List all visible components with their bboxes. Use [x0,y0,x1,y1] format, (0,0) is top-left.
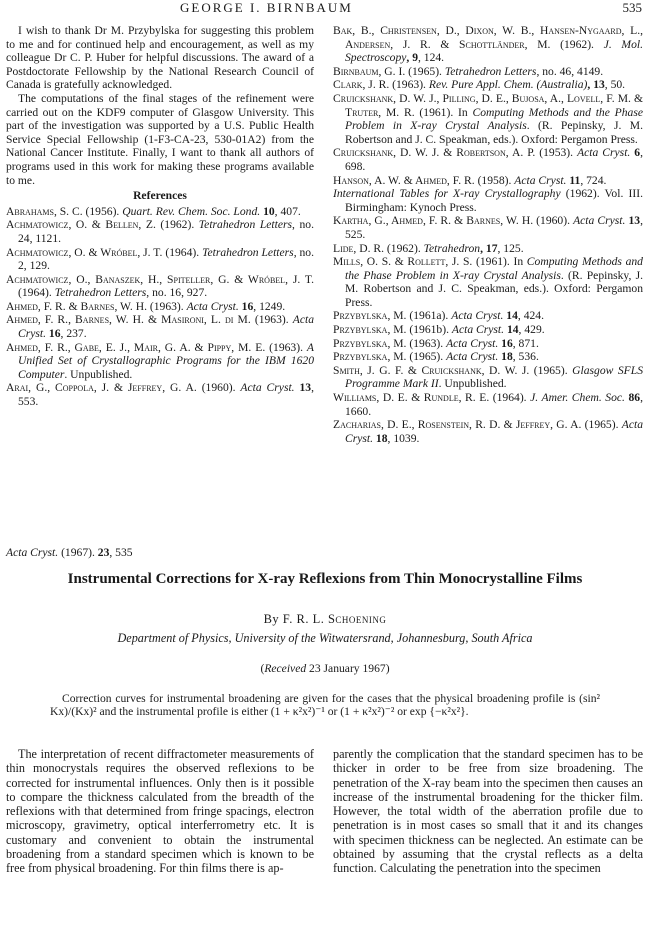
reference-tail: , no. 46, 4149. [536,64,604,78]
reference-tail: , 1249. [253,299,286,313]
reference-authors: Birnbaum, G. I. [333,64,406,78]
reference-year: (1964). [18,286,55,300]
left-column [6,24,314,409]
reference-year: (1963). [250,313,293,327]
citation-volume: 23 [97,546,110,559]
reference-entry [333,309,643,323]
reference-entry [333,78,643,92]
citation-journal: Acta Cryst. [6,546,59,559]
reference-entry [333,337,643,351]
body-paragraph: parently the complication that the standard specimen has to be thicker in order to be free from size broadening. The penetration of the X-ray beam into the specimen then causes an increase of the instrumental broadening for the thicker film. However, the total width of the aberration profile due to penetration is in most cases so small that it and its changes with specimen thickness can be neglected. An estimate can be obtained by assuming that the crystal reflects as a delta function. Calculating the penetration into the specimen [333,747,643,876]
reference-source: Tetrahedron [423,241,481,255]
reference-volume: 16 [498,336,513,350]
reference-source: Tetrahedron Letters [198,218,293,232]
reference-volume: , 13 [587,78,605,92]
reference-entry [333,24,643,65]
reference-volume: 16 [238,299,254,313]
reference-authors: Lide, D. R. [333,241,385,255]
reference-tail: , 124. [417,51,445,65]
byline [0,612,650,627]
reference-volume: 14 [504,323,519,337]
body-text-right [333,747,643,876]
reference-authors: Hanson, A. W. & Ahmed, F. R. [333,173,475,187]
reference-year: (1963). [265,340,307,354]
reference-tail: . (R. Pepinsky, J. M. Robertson and J. C. Speakman, eds.). Oxford: Pergamon Press. [345,119,643,146]
reference-entry [333,174,643,188]
reference-tail: , 125. [497,241,524,255]
body-text-left [6,747,314,876]
reference-tail: , no. 2, 129. [18,245,314,273]
reference-authors: Achmatowicz, O., Banaszek, H., Spiteller, G. & Wróbel, J. T. [6,272,314,286]
references-list-right [333,24,643,445]
reference-source: Computing Methods and the Phase Problem in X-ray Crystal Analysis [345,105,643,133]
reference-source: Tetrahedron Letters [54,286,147,300]
reference-source: Acta Cryst. [240,381,295,395]
reference-entry [333,214,643,241]
reference-year: (1961b). [406,323,452,337]
reference-entry [6,205,314,219]
reference-tail: , 724. [580,173,607,187]
reference-authors: Cruickshank, D. W. J., Pilling, D. E., Bujosa, A., Lovell, F. M. & Truter, M. R. [333,91,643,119]
reference-tail: (1962). Vol. III. Birmingham: Kynoch Press. [345,187,643,214]
reference-source: Acta Cryst. [186,299,239,313]
acknowledgement-paragraph: The computations of the final stages of the refinement were carried out on the KDF9 computer of Glasgow University. This part of the investigation was supported by a U.S. Public Health Service Special Fellowship (1-F3-CA-23, 530-01A2) from the National Cancer Institute. Finally, I want to thank all authors of programs used in this work for making these programs available to me. [6,91,314,187]
reference-entry [333,364,643,391]
reference-authors: Williams, D. E. & Rundle, R. E. [333,391,490,405]
reference-volume: 18 [373,431,388,445]
reference-entry [333,65,643,79]
reference-source: Tetrahedron Letters [444,64,537,78]
journal-citation [6,546,133,559]
received-open: ( [260,662,265,675]
acknowledgement-paragraph: I wish to thank Dr M. Przybylska for suggesting this problem to me and for continued help and encouragement, as well as my colleague Dr C. P. Huber for helpful discussions. The award of a Postdoctorate Fellowship by the National Research Council of Canada is gratefully acknowledged. [6,24,314,92]
reference-tail: , 237. [60,327,87,341]
reference-source: Glasgow SFLS Programme Mark II [345,363,643,391]
reference-year: (1956). [82,204,123,218]
reference-source: Acta Cryst. [573,214,626,228]
reference-tail: , 698. [345,146,643,173]
reference-source: Acta Cryst. [18,313,314,341]
reference-year: (1965). [529,363,573,377]
reference-authors: Zacharias, D. E., Rosenstein, R. D. & Jeffrey, G. A. [333,418,582,432]
reference-tail: , 1660. [345,391,644,418]
reference-year: (1961a). [406,309,452,323]
reference-source: J. Mol. Spectroscopy [345,37,643,65]
reference-authors: Mills, O. S. & Rollett, J. S. [333,255,473,269]
reference-authors: Ahmed, F. R., Gabe, E. J., Mair, G. A. & Pippy, M. E. [6,340,266,354]
reference-year: (1965). [405,64,445,78]
reference-authors: Przybylska, M. [333,350,407,364]
reference-entry [333,187,643,214]
reference-tail: , 429. [518,323,545,337]
reference-volume: 18 [498,350,513,364]
reference-tail: , 1039. [387,431,420,445]
reference-volume: 6 [630,146,641,160]
reference-source: Acta Cryst. [446,350,499,364]
reference-authors: Przybylska, M. [333,323,407,337]
reference-authors: Achmatowicz, O. & Wróbel, J. T. [6,245,163,259]
reference-source: J. Amer. Chem. Soc. [530,391,625,405]
reference-year: (1963). [146,299,187,313]
reference-volume: , 9 [406,51,418,65]
reference-source: Acta Cryst. [446,336,499,350]
reference-volume: 13 [625,214,641,228]
reference-volume: 86 [624,391,641,405]
reference-source: Acta Cryst. [451,309,504,323]
reference-year: (1963). [389,78,429,92]
references-list-left [6,205,314,409]
reference-year: (1962). [155,218,199,232]
reference-volume: 13 [294,381,312,395]
reference-authors: Clark, J. R. [333,78,390,92]
reference-year: (1965). [581,418,622,432]
reference-authors: Achmatowicz, O. & Bellen, Z. [6,218,156,232]
abstract [50,692,600,719]
reference-tail: , 871. [512,336,539,350]
reference-entry [333,350,643,364]
reference-tail: , 525. [345,214,643,241]
reference-year: (1960). [533,214,574,228]
reference-authors: Kartha, G., Ahmed, F. R. & Barnes, W. H. [333,214,534,228]
author-affiliation: Department of Physics, University of the Witwatersrand, Johannesburg, South Africa [117,631,533,645]
reference-tail: , no. 16, 927. [146,286,208,300]
reference-year: (1960). [196,381,241,395]
reference-authors: Bak, B., Christensen, D., Dixon, W. B., Hansen-Nygaard, L., Andersen, J. R. & Schottländer, M. [333,24,643,51]
reference-tail: . (R. Pepinsky, J. M. Robertson and J. C. Speakman, eds.). Oxford: Pergamon Press. [345,268,643,309]
byline-prefix: By [263,612,283,626]
reference-tail: , 424. [517,309,544,323]
reference-authors: Przybylska, M. [333,309,407,323]
reference-year: (1961). In [472,255,527,269]
running-head [0,0,650,16]
reference-year: (1965). [406,350,447,364]
reference-tail: . Unpublished. [438,377,507,391]
abstract-text: Correction curves for instrumental broadening are given for the cases that the physical broadening profile is (sin² Kx)/(Kx)² and the instrumental profile is either (1 + κ²x²)⁻¹ or (1 + κ²x²)⁻² or exp {−κ²x²}. [50,692,600,719]
reference-year: (1961). In [414,105,473,119]
right-column [333,24,643,445]
reference-tail: . Unpublished. [64,367,133,381]
reference-entry [6,218,314,245]
reference-entry [6,273,314,300]
reference-entry [333,242,643,256]
reference-year: (1963). [406,336,447,350]
body-paragraph: The interpretation of recent diffractometer measurements of thin monocrystals requires the observed reflexions to be corrected for instrumental influences. Only then is it possible to compare the thickness calculated from the breadth of the reflexions with that determined from fringe spacings, electron microscopy, gravimetry, optical interferrometry etc. It is customary and convenient to obtain the instrumental broadening from a standard specimen which is known to be free from physical broadening. For thin films there is ap- [6,747,314,876]
reference-entry [6,381,314,408]
reference-source: International Tables for X-ray Crystallography [333,187,561,201]
reference-source: A Unified Set of Crystallographic Programs for the IBM 1620 Computer [18,340,314,381]
reference-source: Quart. Rev. Chem. Soc. Lond. [122,204,261,218]
reference-year: (1964). [489,391,531,405]
reference-entry [333,418,643,445]
reference-tail: , 536. [512,350,539,364]
reference-source: Rev. Pure Appl. Chem. (Australia) [428,78,588,92]
reference-entry [333,323,643,337]
reference-volume: , 17 [480,241,498,255]
reference-authors: Abrahams, S. C. [6,204,83,218]
reference-tail: , no. 24, 1121. [18,218,315,245]
reference-entry [333,92,643,146]
reference-authors: Przybylska, M. [333,336,407,350]
reference-year: (1953). [535,146,578,160]
reference-entry [333,146,643,173]
reference-tail: , 553. [18,381,314,409]
reference-year: (1958). [474,173,515,187]
citation-year: (1967). [58,546,98,559]
reference-source: Acta Cryst. [514,173,567,187]
reference-authors: Ahmed, F. R., Barnes, W. H. & Masironi, L. di M. [6,313,251,327]
received-word: Received [264,662,307,675]
reference-tail: , 50. [604,78,626,92]
running-head-author: GEORGE I. BIRNBAUM [180,0,353,15]
reference-volume: 10 [260,204,275,218]
reference-source: Acta Cryst. [577,146,631,160]
reference-entry [6,246,314,273]
reference-year: (1962). [550,37,604,51]
article-title: Instrumental Corrections for X-ray Reflexions from Thin Monocrystalline Films [67,571,583,587]
reference-source: Computing Methods and the Phase Problem in X-ray Crystal Analysis [345,255,643,282]
reference-authors: Ahmed, F. R. & Barnes, W. H. [6,299,147,313]
reference-source: Acta Cryst. [345,418,643,445]
reference-authors: Cruickshank, D. W. J. & Robertson, A. P. [333,146,536,160]
reference-authors: Smith, J. G. F. & Cruickshank, D. W. J. [333,363,530,377]
reference-source: Acta Cryst. [451,323,505,337]
reference-source: Tetrahedron Letters [202,245,294,259]
reference-entry [6,300,314,314]
reference-entry [6,313,314,340]
reference-entry [333,391,643,418]
references-heading: References [133,189,187,203]
reference-tail: , 407. [274,204,301,218]
reference-entry [6,341,314,382]
reference-volume: 14 [503,309,518,323]
reference-authors: Arai, G., Coppola, J. & Jeffrey, G. A. [6,381,197,395]
reference-year: (1962). [384,241,424,255]
reference-year: (1964). [162,245,203,259]
received-date-text: 23 January 1967) [306,662,390,675]
received-date [0,662,650,675]
reference-entry [333,255,643,309]
reference-volume: 16 [46,327,61,341]
reference-volume: 11 [566,173,581,187]
page-number: 535 [622,0,642,15]
citation-page: , 535 [109,546,133,559]
author-name: F. R. L. Schoening [282,612,387,626]
